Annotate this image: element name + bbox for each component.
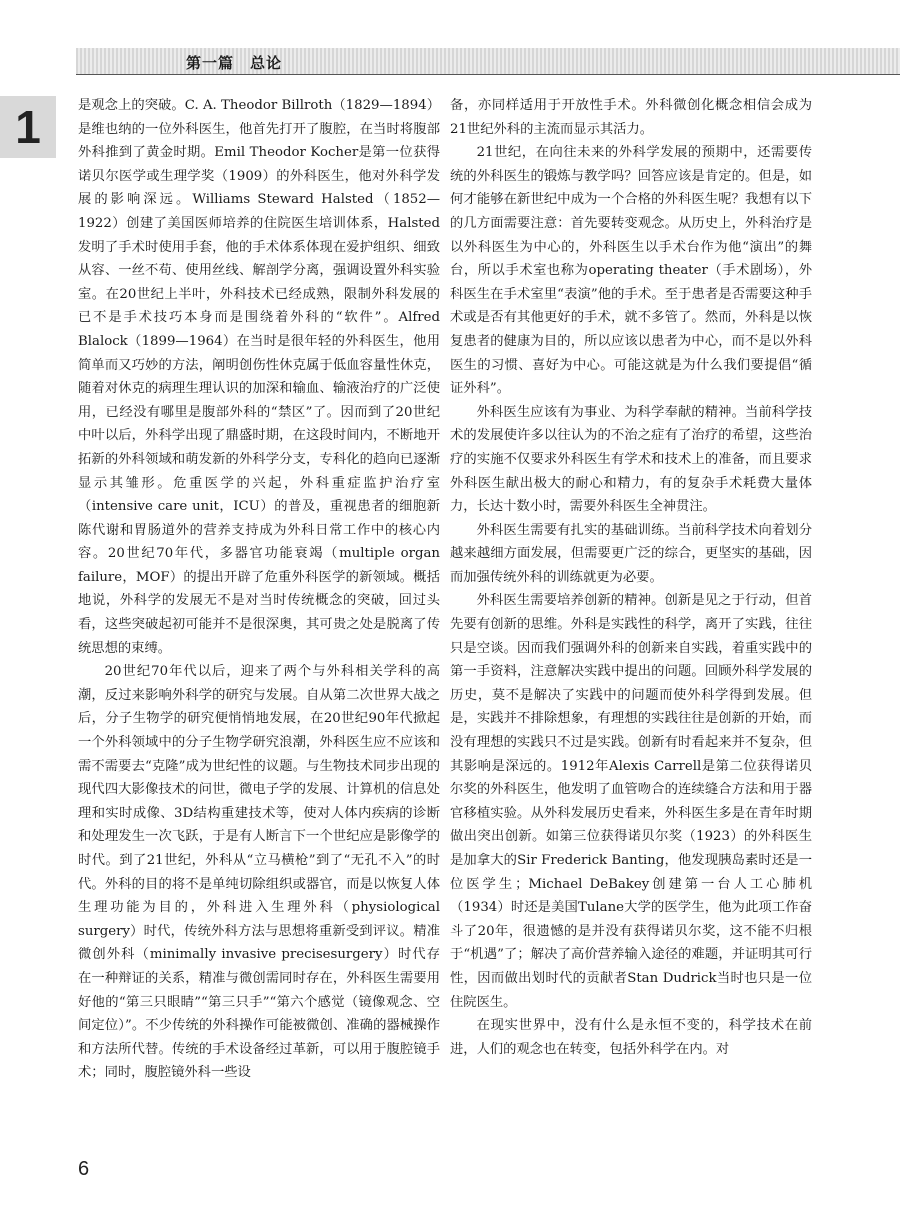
page-number: 6 <box>78 1158 90 1180</box>
paragraph: 外科医生需要有扎实的基础训练。当前科学技术向着划分越来越细方面发展，但需要更广泛的综合，更坚实的基础，因而加强传统外科的训练就更为必要。 <box>450 522 812 585</box>
running-header: 第一篇 总论 <box>186 54 283 72</box>
right-column <box>450 94 812 1061</box>
paragraph: 是观念上的突破。C. A. Theodor Billroth（1829—1894）是维也纳的一位外科医生，他首先打开了腹腔，在当时将腹部外科推到了黄金时期。Emil Theodor Kocher是第一位获得诺贝尔医学或生理学奖（1909）的外科医生，他对外科学发展的影响深远。Williams Steward Halsted（1852—1922）创建了美国医师培养的住院医生培训体系，Halsted发明了手术时使用手套，他的手术体系体现在爱护组织、细致从容、一丝不苟、使用丝线、解剖学分离，强调设置外科实验室。在20世纪上半叶，外科技术已经成熟，限制外科发展的已不是手术技巧本身而是围绕着外科的“软件”。Alfred Blalock（1899—1964）在当时是很年轻的外科医生，他用简单而又巧妙的方法，阐明创伤性休克属于低血容量性休克，随着对休克的病理生理认识的加深和输血、输液治疗的广泛使用，已经没有哪里是腹部外科的“禁区”了。因而到了20世纪中叶以后，外科学出现了鼎盛时期，在这段时间内，不断地开拓新的外科领域和萌发新的外科学分支，专科化的趋向已逐渐显示其雏形。危重医学的兴起，外科重症监护治疗室（intensive care unit，ICU）的普及，重视患者的细胞新陈代谢和胃肠道外的营养支持成为外科日常工作中的核心内容。20世纪70年代，多器官功能衰竭（multiple organ failure，MOF）的提出开辟了危重外科医学的新领域。概括地说，外科学的发展无不是对当时传统概念的突破，回过头看，这些突破起初可能并不是很深奥，其可贵之处是脱离了传统思想的束缚。 <box>78 98 440 656</box>
paragraph: 21世纪，在向往未来的外科学发展的预期中，还需要传统的外科医生的锻炼与教学吗？回答应该是肯定的。但是，如何才能够在新世纪中成为一个合格的外科医生呢？我想有以下的几方面需要注意：首先要转变观念。从历史上，外科治疗是以外科医生为中心的，外科医生以手术台作为他“演出”的舞台，所以手术室也称为operating theater（手术剧场），外科医生在手术室里“表演”他的手术。至于患者是否需要这种手术或是否有其他更好的手术，就不多管了。然而，外科是以恢复患者的健康为目的，所以应该以患者为中心，而不是以外科医生的习惯、喜好为中心。可能这就是为什么我们要提倡“循证外科”。 <box>450 145 812 397</box>
paragraph: 在现实世界中，没有什么是永恒不变的，科学技术在前进，人们的观念也在转变，包括外科学在内。对 <box>450 1018 812 1057</box>
header-rule <box>76 74 900 75</box>
chapter-tab: 1 <box>0 96 56 158</box>
paragraph: 外科医生应该有为事业、为科学奉献的精神。当前科学技术的发展使许多以往认为的不治之症有了治疗的希望，这些治疗的实施不仅要求外科医生有学术和技术上的准备，而且要求外科医生献出极大的耐心和精力，有的复杂手术耗费大量体力，长达十数小时，需要外科医生全神贯注。 <box>450 404 812 515</box>
paragraph: 20世纪70年代以后，迎来了两个与外科相关学科的高潮，反过来影响外科学的研究与发展。自从第二次世界大战之后，分子生物学的研究便悄悄地发展，在20世纪90年代掀起一个外科领域中的分子生物学研究浪潮，外科医生应不应该和需不需要去“克隆”成为世纪性的议题。与生物技术同步出现的现代四大影像技术的问世，微电子学的发展、计算机的信息处理和实时成像、3D结构重建技术等，使对人体内疾病的诊断和处理发生一次飞跃，于是有人断言下一个世纪应是影像学的时代。到了21世纪，外科从“立马横枪”到了“无孔不入”的时代。外科的目的将不是单纯切除组织或器官，而是以恢复人体生理功能为目的，外科进入生理外科（physiological surgery）时代，传统外科方法与思想将重新受到评议。精准微创外科（minimally invasive precisesurgery）时代存在一种辩证的关系，精准与微创需同时存在，外科医生需要用好他的“第三只眼睛”“第三只手”“第六个感觉（镜像观念、空间定位）”。不少传统的外科操作可能被微创、准确的器械操作和方法所代替。传统的手术设备经过革新，可以用于腹腔镜手术；同时，腹腔镜外科一些设 <box>78 664 440 1081</box>
paragraph: 备，亦同样适用于开放性手术。外科微创化概念相信会成为21世纪外科的主流而显示其活力。 <box>450 98 812 137</box>
paragraph: 外科医生需要培养创新的精神。创新是见之于行动，但首先要有创新的思维。外科是实践性的科学，离开了实践，往往只是空谈。因而我们强调外科的创新来自实践，着重实践中的第一手资料，注意解决实践中提出的问题。回顾外科学发展的历史，莫不是解决了实践中的问题而使外科学得到发展。但是，实践并不排除想象，有理想的实践往往是创新的开始，而没有理想的实践只不过是实践。创新有时看起来并不复杂，但其影响是深远的。1912年Alexis Carrell是第二位获得诺贝尔奖的外科医生，他发明了血管吻合的连续缝合方法和用于器官移植实验。从外科发展历史看来，外科医生多是在青年时期做出突出创新。如第三位获得诺贝尔奖（1923）的外科医生是加拿大的Sir Frederick Banting，他发现胰岛素时还是一位医学生；Michael DeBakey创建第一台人工心肺机（1934）时还是美国Tulane大学的医学生，他为此项工作奋斗了20年，很遗憾的是并没有获得诺贝尔奖，这不能不归根于“机遇”了；解决了高价营养输入途径的难题，并证明其可行性，因而做出划时代的贡献者Stan Dudrick当时也只是一位住院医生。 <box>450 593 812 1010</box>
left-column <box>78 94 440 1085</box>
